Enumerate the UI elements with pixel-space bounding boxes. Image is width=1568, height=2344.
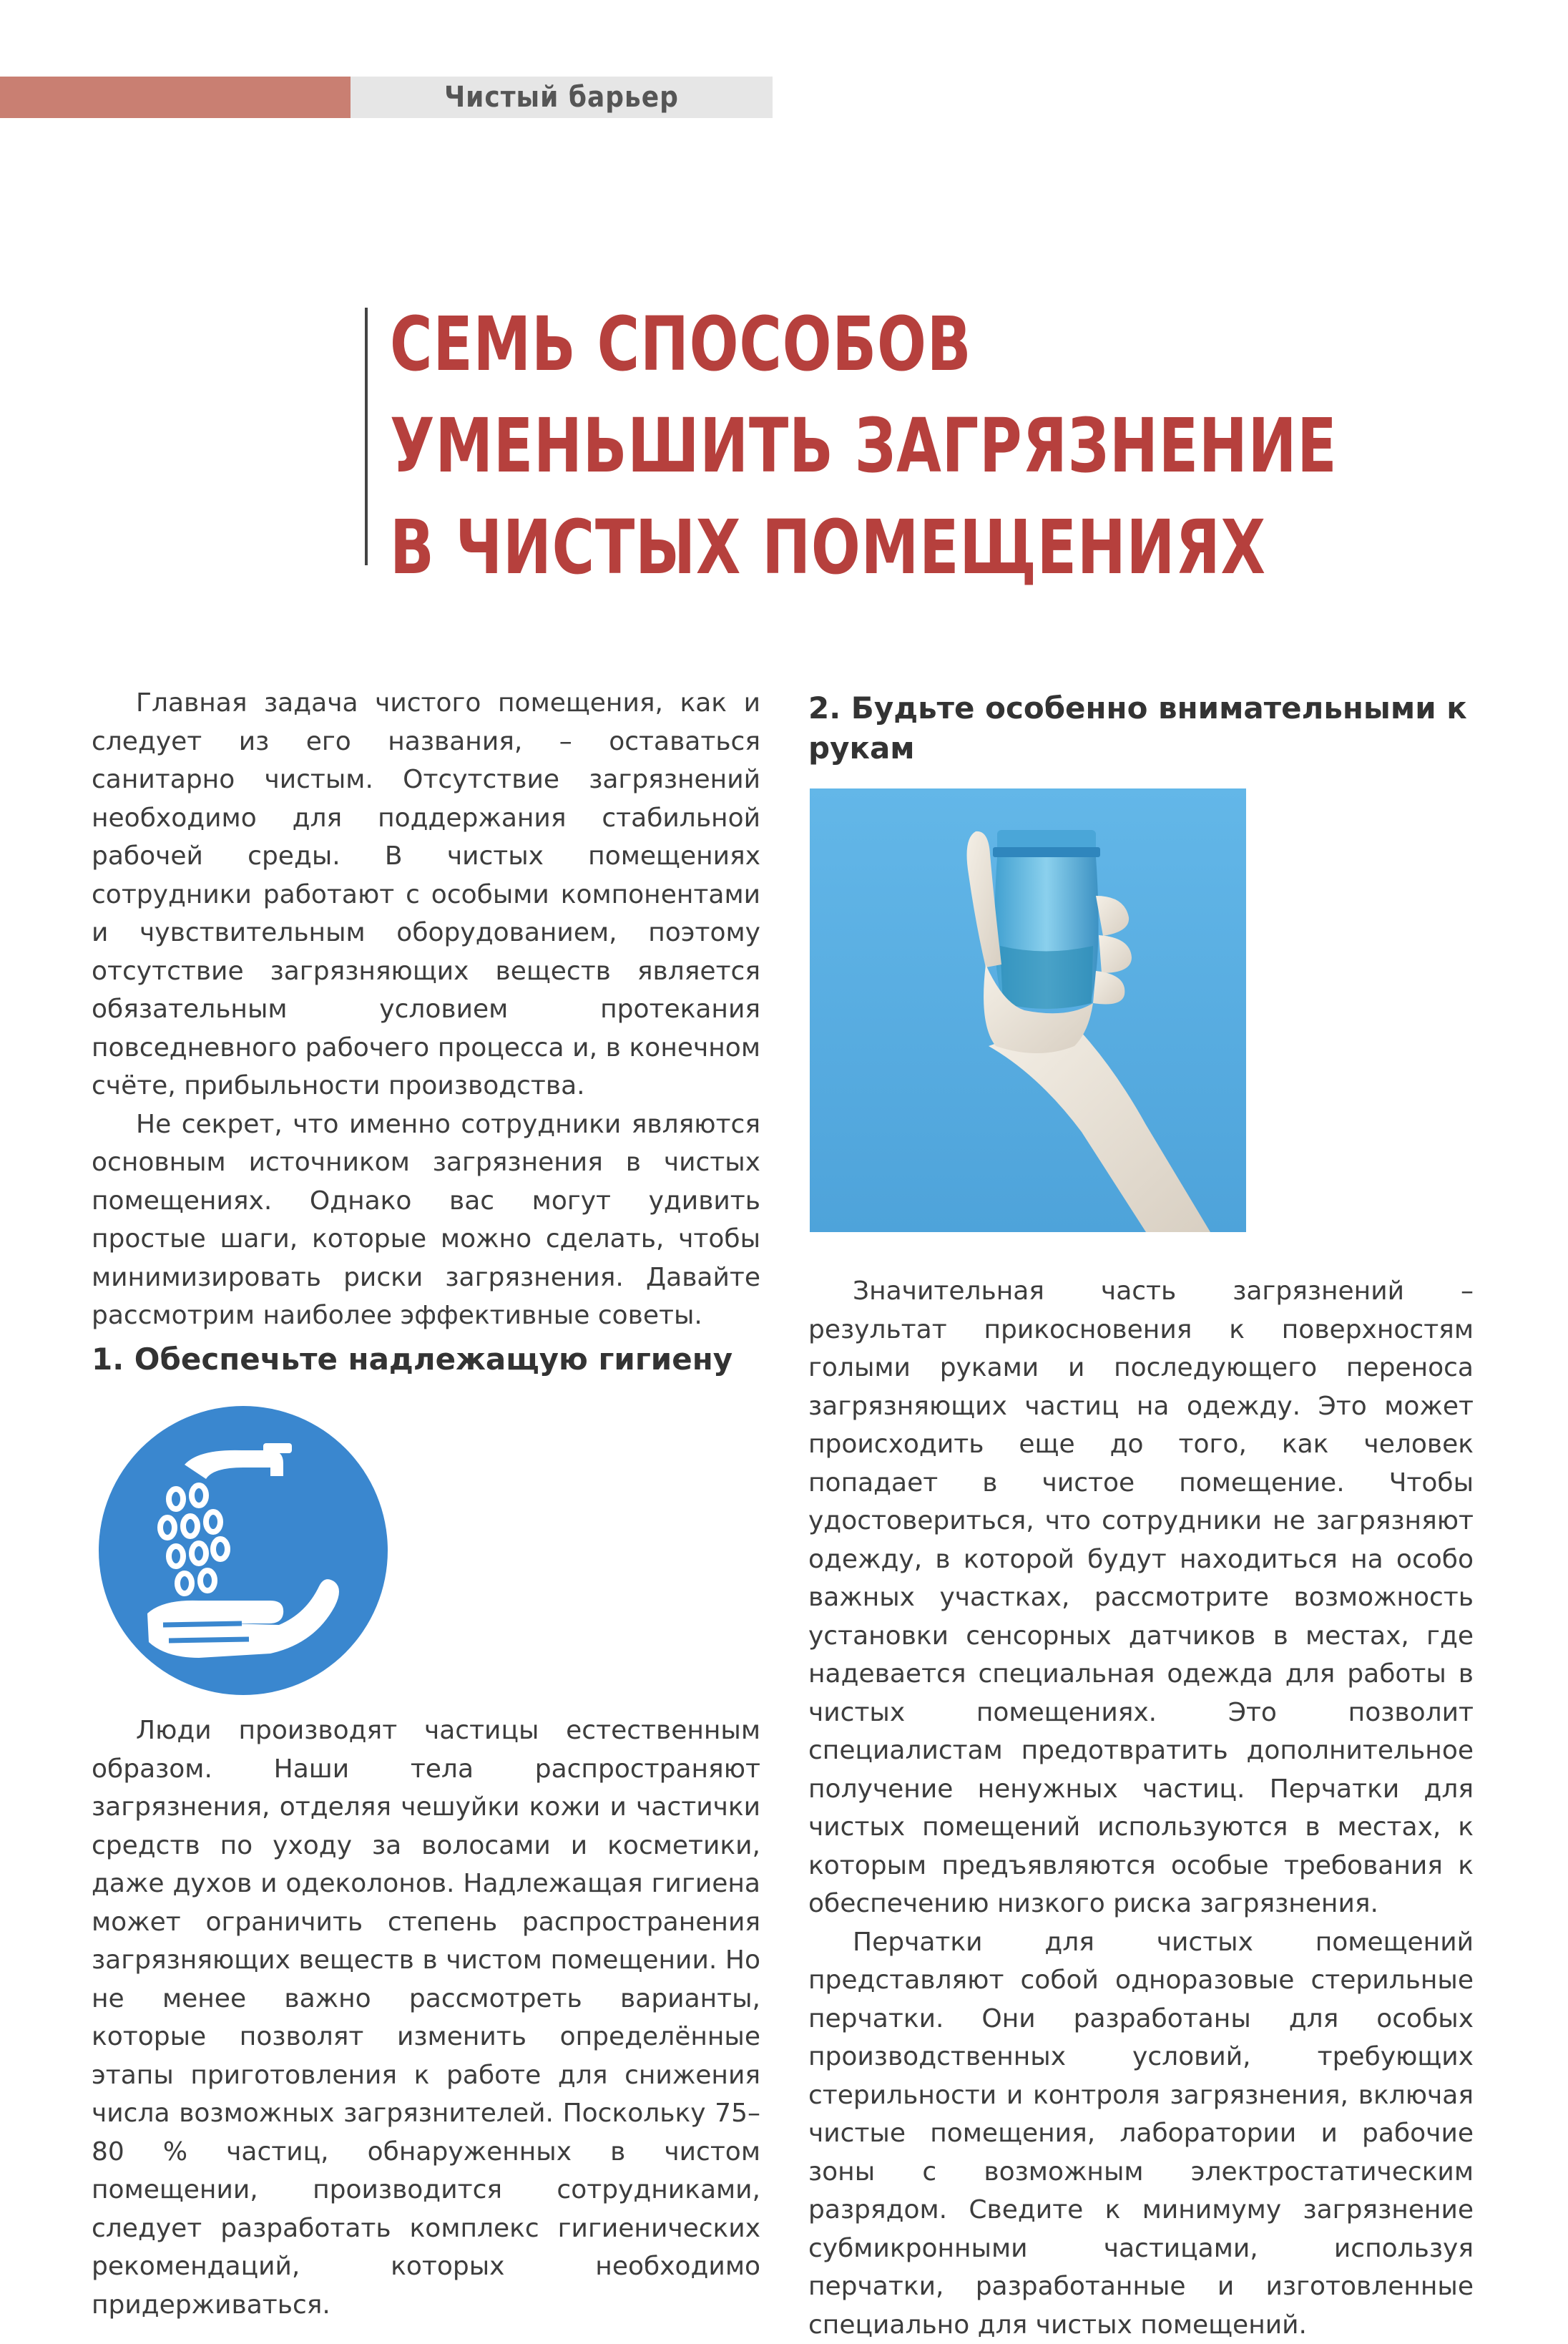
section-name: Чистый барьер — [351, 77, 773, 118]
intro-text — [92, 684, 760, 1335]
section2-text — [808, 1272, 1474, 2344]
header-accent-stripe — [0, 77, 351, 118]
title-line: В ЧИСТЫХ ПОМЕЩЕНИЯХ — [390, 497, 1115, 598]
intro-paragraph: Не секрет, что именно сотрудники являются основным источником загрязнения в чистых помещениях. Однако вас могут удивить простые шаги, которые можно сделать, чтобы минимизировать риски загрязнения. Давайте рассмотрим наиболее эффективные советы. — [92, 1105, 760, 1335]
section1-heading: 1. Обеспечьте надлежащую гигиену — [92, 1339, 760, 1379]
section-header-bar — [0, 77, 773, 118]
section2-paragraph: Значительная часть загрязнений – результат прикосновения к поверхностям голыми руками и последующего переноса загрязняющих частиц на одежду. Это может происходить еще до того, как человек попадает в чистое помещение. Чтобы удостовериться, что сотрудники не загрязняют одежду, в которой будут находиться на особо важных участках, рассмотрите возможность установки сенсорных датчиков в местах, где надевается специальная одежда для работы в чистых помещениях. Это позволит специалистам предотвратить дополнительное получение ненужных частиц. Перчатки для чистых помещений используются в местах, к которым предъявляются особые требования к обеспечению низкого риска загрязнения. — [808, 1272, 1474, 1923]
section2-paragraph: Перчатки для чистых помещений представляют собой одноразовые стерильные перчатки. Они разработаны для особых производственных условий, требующих стерильности и контроля загрязнения, включая чистые помещения, лаборатории и рабочие зоны с возможным электростатическим разрядом. Сведите к минимуму загрязнение субмикронными частицами, используя перчатки, разработанные и изготовленные специально для чистых помещений. — [808, 1923, 1474, 2344]
gloved-hand-photo — [810, 788, 1246, 1232]
title-line: УМЕНЬШИТЬ ЗАГРЯЗНЕНИЕ — [390, 395, 1115, 497]
section2-heading: 2. Будьте особенно внимательными к рукам — [808, 688, 1474, 768]
hand-washing-icon — [92, 1399, 395, 1702]
article-title — [390, 293, 1320, 598]
intro-paragraph: Главная задача чистого помещения, как и следует из его названия, – оставаться санитарно чистым. Отсутствие загрязнений необходимо для поддержания стабильной рабочей среды. В чистых помещениях сотрудники работают с особыми компонентами и чувствительным оборудованием, поэтому отсутствие загрязняющих веществ является обязательным условием протекания повседневного рабочего процесса и, в конечном счёте, прибыльности производства. — [92, 684, 760, 1105]
section1-text — [92, 1711, 760, 2324]
section1-paragraph: Люди производят частицы естественным образом. Наши тела распространяют загрязнения, отделяя чешуйки кожи и частички средств по уходу за волосами и косметики, даже духов и одеколонов. Надлежащая гигиена может ограничить степень распространения загрязняющих веществ в чистом помещении. Но не менее важно рассмотреть варианты, которые позволят изменить определённые этапы приготовления к работе для снижения числа возможных загрязнителей. Поскольку 75–80 % частиц, обнаруженных в чистом помещении, производится сотрудниками, следует разработать комплекс гигиенических рекомендаций, которых необходимо придерживаться. — [92, 1711, 760, 2324]
title-divider — [365, 308, 368, 565]
title-line: СЕМЬ СПОСОБОВ — [390, 293, 1115, 395]
